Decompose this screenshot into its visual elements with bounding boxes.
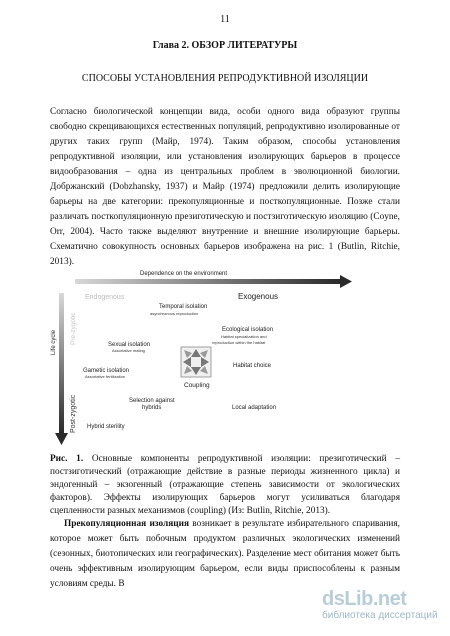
coupling-label: Coupling — [184, 382, 210, 389]
selection-against-hybrids-1: Selection against — [129, 398, 175, 404]
figure-reproductive-isolation — [51, 265, 375, 445]
temporal-isolation-sub: asynchronous reproduction — [150, 311, 199, 316]
caption-text: Основные компоненты репродуктивной изоляции: презиготический – постзиготический (отражающие действие в разные периоды жизненного цикла) и эндогенный – экзогенный (отражающие степень зависимости от экологических факторов). Эффекты изолирующих барьеров могут усиливаться благодаря сцепленности разных механизмов (coupling) (Из: Butlin, Ritchie, 2013). — [50, 454, 400, 516]
ecological-isolation: Ecological isolation — [222, 327, 274, 333]
figure-caption — [50, 453, 400, 518]
endogenous-label: Endogenous — [85, 294, 125, 301]
page-number: 11 — [220, 14, 230, 25]
watermark-subtitle: библиотека диссертаций — [322, 610, 438, 621]
precopulatory-term: Прекопуляционная изоляция — [64, 519, 189, 529]
habitat-choice: Habitat choice — [233, 363, 272, 369]
horizontal-arrow-head — [340, 275, 352, 288]
chapter-heading: Глава 2. ОБЗОР ЛИТЕРАТУРЫ — [152, 40, 298, 51]
sexual-isolation: Sexual isolation — [108, 342, 151, 348]
paragraph-precopulatory — [50, 517, 400, 592]
precopulatory-text: возникает в результате избирательного спаривания, которое может быть побочным продуктом различных экологических изменений (сезонных, биотопических или географических). Разделение мест обитания может быть очень эффективным изолирующим барьером, если виды приспособлены к разным условиям среды. В — [50, 519, 400, 589]
pre-zygotic-label: Pre-zygotic — [70, 312, 77, 345]
sexual-isolation-sub: Assortative mating — [112, 348, 145, 353]
paragraph-intro: Согласно биологической концепции вида, особи одного вида образуют группы свободно скрещивающихся естественных популяций, репродуктивно изолированные от других таких групп (Майр, 1974). Таким образом, способы установления репродуктивной изоляции, или установления изолирующих барьеров в процессе видообразования – одна из центральных проблем в эволюционной биологии. Добржанский (Dobzhansky, 1937) и Майр (1974) предложили делить изолирующие барьеры на две категории: прекопуляционные и посткопуляционные. Позже стали различать посткопуляционную презиготическую и постзиготическую изоляцию (Coyne, Orr, 2004). Часто также выделяют внутренние и внешние изолирующие барьеры. Схематично совокупность основных барьеров изображена на рис. 1 (Butlin, Ritchie, 2013). — [50, 107, 400, 267]
selection-against-hybrids-2: hybrids — [142, 405, 162, 411]
caption-label: Рис. 1. — [50, 454, 84, 464]
exogenous-label: Exogenous — [238, 292, 279, 301]
watermark-logo: dsLib.net — [322, 588, 407, 610]
hybrid-sterility: Hybrid sterility — [87, 424, 125, 430]
vertical-arrow-bar — [59, 293, 64, 433]
gametic-isolation: Gametic isolation — [83, 368, 130, 374]
horizontal-arrow-bar — [75, 279, 340, 284]
gametic-isolation-sub: Assortative fertilization — [85, 374, 126, 379]
temporal-isolation: Temporal isolation — [159, 304, 208, 310]
ecological-isolation-sub2: reproduction within the habitat — [212, 340, 266, 345]
coupling-icon — [181, 347, 211, 377]
vertical-arrow-head — [55, 433, 68, 445]
post-zygotic-label: Post-zygotic — [70, 394, 77, 433]
top-axis-label: Dependence on the environment — [140, 271, 228, 277]
life-cycle-label: Life cycle — [51, 329, 57, 355]
section-title: СПОСОБЫ УСТАНОВЛЕНИЯ РЕПРОДУКТИВНОЙ ИЗОЛЯЦИИ — [81, 73, 369, 84]
ecological-isolation-sub1: Habitat specialization and — [221, 334, 267, 339]
local-adaptation: Local adaptation — [232, 405, 277, 411]
watermark — [322, 588, 442, 628]
